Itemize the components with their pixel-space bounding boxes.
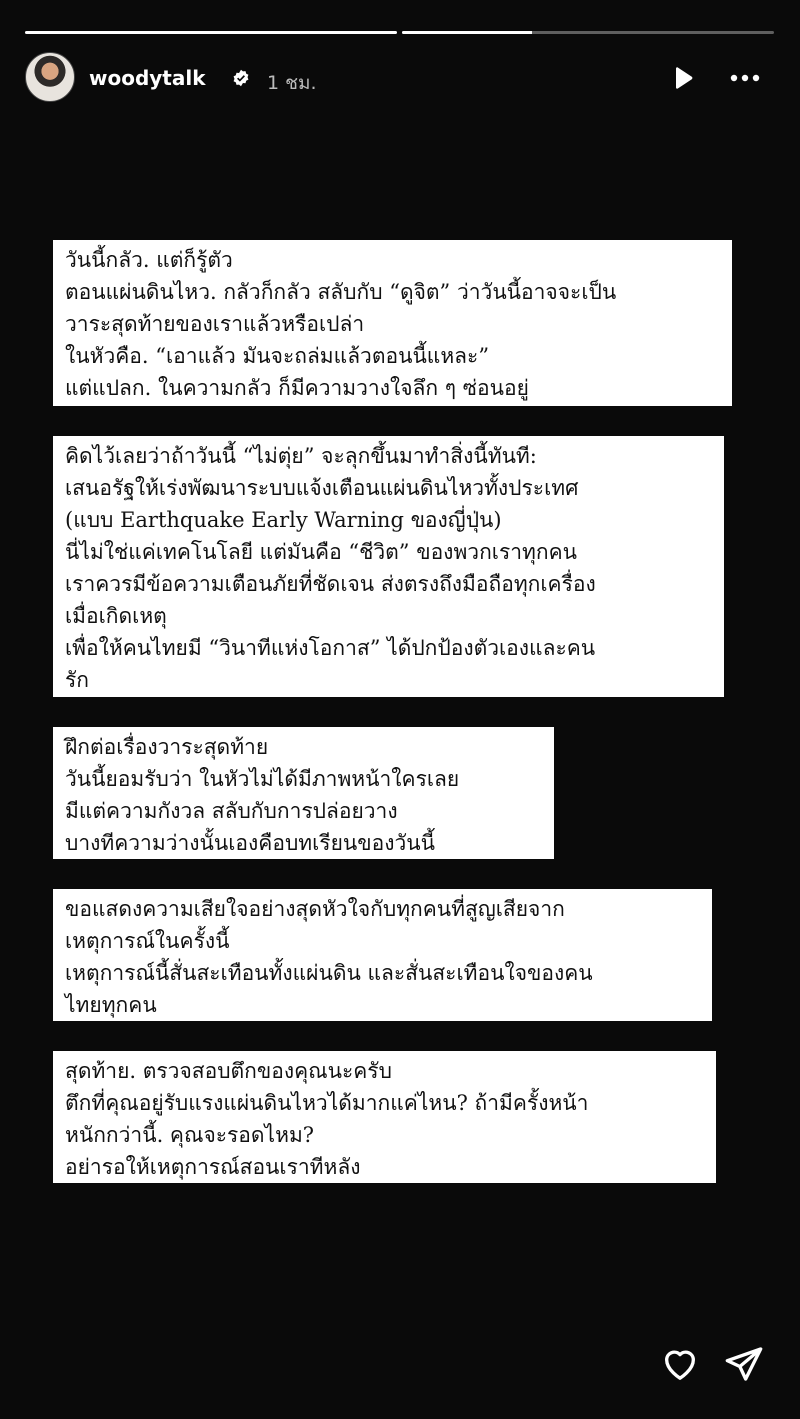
card-line: ตอนแผ่นดินไหว. กลัวก็กลัว สลับกับ “ดูจิต” ว่าวันนี้อาจจะเป็น (65, 280, 617, 304)
card-line: หนักกว่านี้. คุณจะรอดไหม? (65, 1123, 315, 1147)
text-card-4 (53, 889, 712, 1021)
card-line: สุดท้าย. ตรวจสอบตึกของคุณนะครับ (65, 1059, 392, 1083)
card-line: วันนี้กลัว. แต่ก็รู้ตัว (65, 248, 233, 272)
card-line: ตึกที่คุณอยู่รับแรงแผ่นดินไหวได้มากแค่ไหน? ถ้ามีครั้งหน้า (65, 1091, 589, 1115)
text-card-1 (53, 240, 732, 406)
card-line: เหตุการณ์ในครั้งนี้ (65, 929, 230, 953)
card-line: ขอแสดงความเสียใจอย่างสุดหัวใจกับทุกคนที่สูญเสียจาก (65, 897, 565, 921)
card-line: (แบบ Earthquake Early Warning ของญี่ปุ่น) (65, 508, 502, 532)
text-card-2 (53, 436, 724, 697)
story-progress-fill (25, 31, 397, 34)
card-line: วาระสุดท้ายของเราแล้วหรือเปล่า (65, 312, 365, 336)
card-line: มีแต่ความกังวล สลับกับการปล่อยวาง (65, 799, 398, 823)
story-progress-segment-1 (25, 31, 397, 34)
username[interactable]: woodytalk (89, 66, 206, 90)
card-line: รัก (65, 668, 89, 692)
play-icon[interactable] (671, 66, 695, 90)
card-line: นี่ไม่ใช่แค่เทคโนโลยี แต่มันคือ “ชีวิต” ของพวกเราทุกคน (65, 540, 577, 564)
card-line: วันนี้ยอมรับว่า ในหัวไม่ได้มีภาพหน้าใครเลย (65, 767, 460, 791)
card-line: บางทีความว่างนั้นเองคือบทเรียนของวันนี้ (65, 831, 435, 855)
card-line: เราควรมีข้อความเตือนภัยที่ชัดเจน ส่งตรงถึงมือถือทุกเครื่อง (65, 572, 596, 596)
card-line: เหตุการณ์นี้สั่นสะเทือนทั้งแผ่นดิน และสั่นสะเทือนใจของคน (65, 961, 593, 985)
verified-icon (232, 69, 250, 87)
card-line: เสนอรัฐให้เร่งพัฒนาระบบแจ้งเตือนแผ่นดินไหวทั้งประเทศ (65, 476, 579, 500)
card-line: ในหัวคือ. “เอาแล้ว มันจะถล่มแล้วตอนนี้แหละ” (65, 344, 490, 368)
text-card-5 (53, 1051, 716, 1183)
story-progress-segment-2 (402, 31, 774, 34)
card-line: อย่ารอให้เหตุการณ์สอนเราทีหลัง (65, 1155, 361, 1179)
card-line: ฝึกต่อเรื่องวาระสุดท้าย (65, 735, 269, 759)
story-progress-fill (402, 31, 532, 34)
more-icon[interactable] (729, 66, 761, 90)
text-card-3 (53, 727, 554, 859)
card-line: แต่แปลก. ในความกลัว ก็มีความวางใจลึก ๆ ซ่อนอยู่ (65, 376, 529, 400)
timestamp: 1 ชม. (267, 72, 317, 94)
story-header (25, 52, 775, 104)
share-icon[interactable] (724, 1344, 764, 1384)
card-line: เพื่อให้คนไทยมี “วินาทีแห่งโอกาส” ได้ปกป้องตัวเองและคน (65, 636, 596, 660)
card-line: เมื่อเกิดเหตุ (65, 604, 167, 628)
card-line: คิดไว้เลยว่าถ้าวันนี้ “ไม่ตุ่ย” จะลุกขึ้นมาทำสิ่งนี้ทันที: (65, 444, 537, 468)
heart-icon[interactable] (660, 1344, 700, 1384)
avatar[interactable] (25, 52, 75, 102)
card-line: ไทยทุกคน (65, 993, 157, 1017)
